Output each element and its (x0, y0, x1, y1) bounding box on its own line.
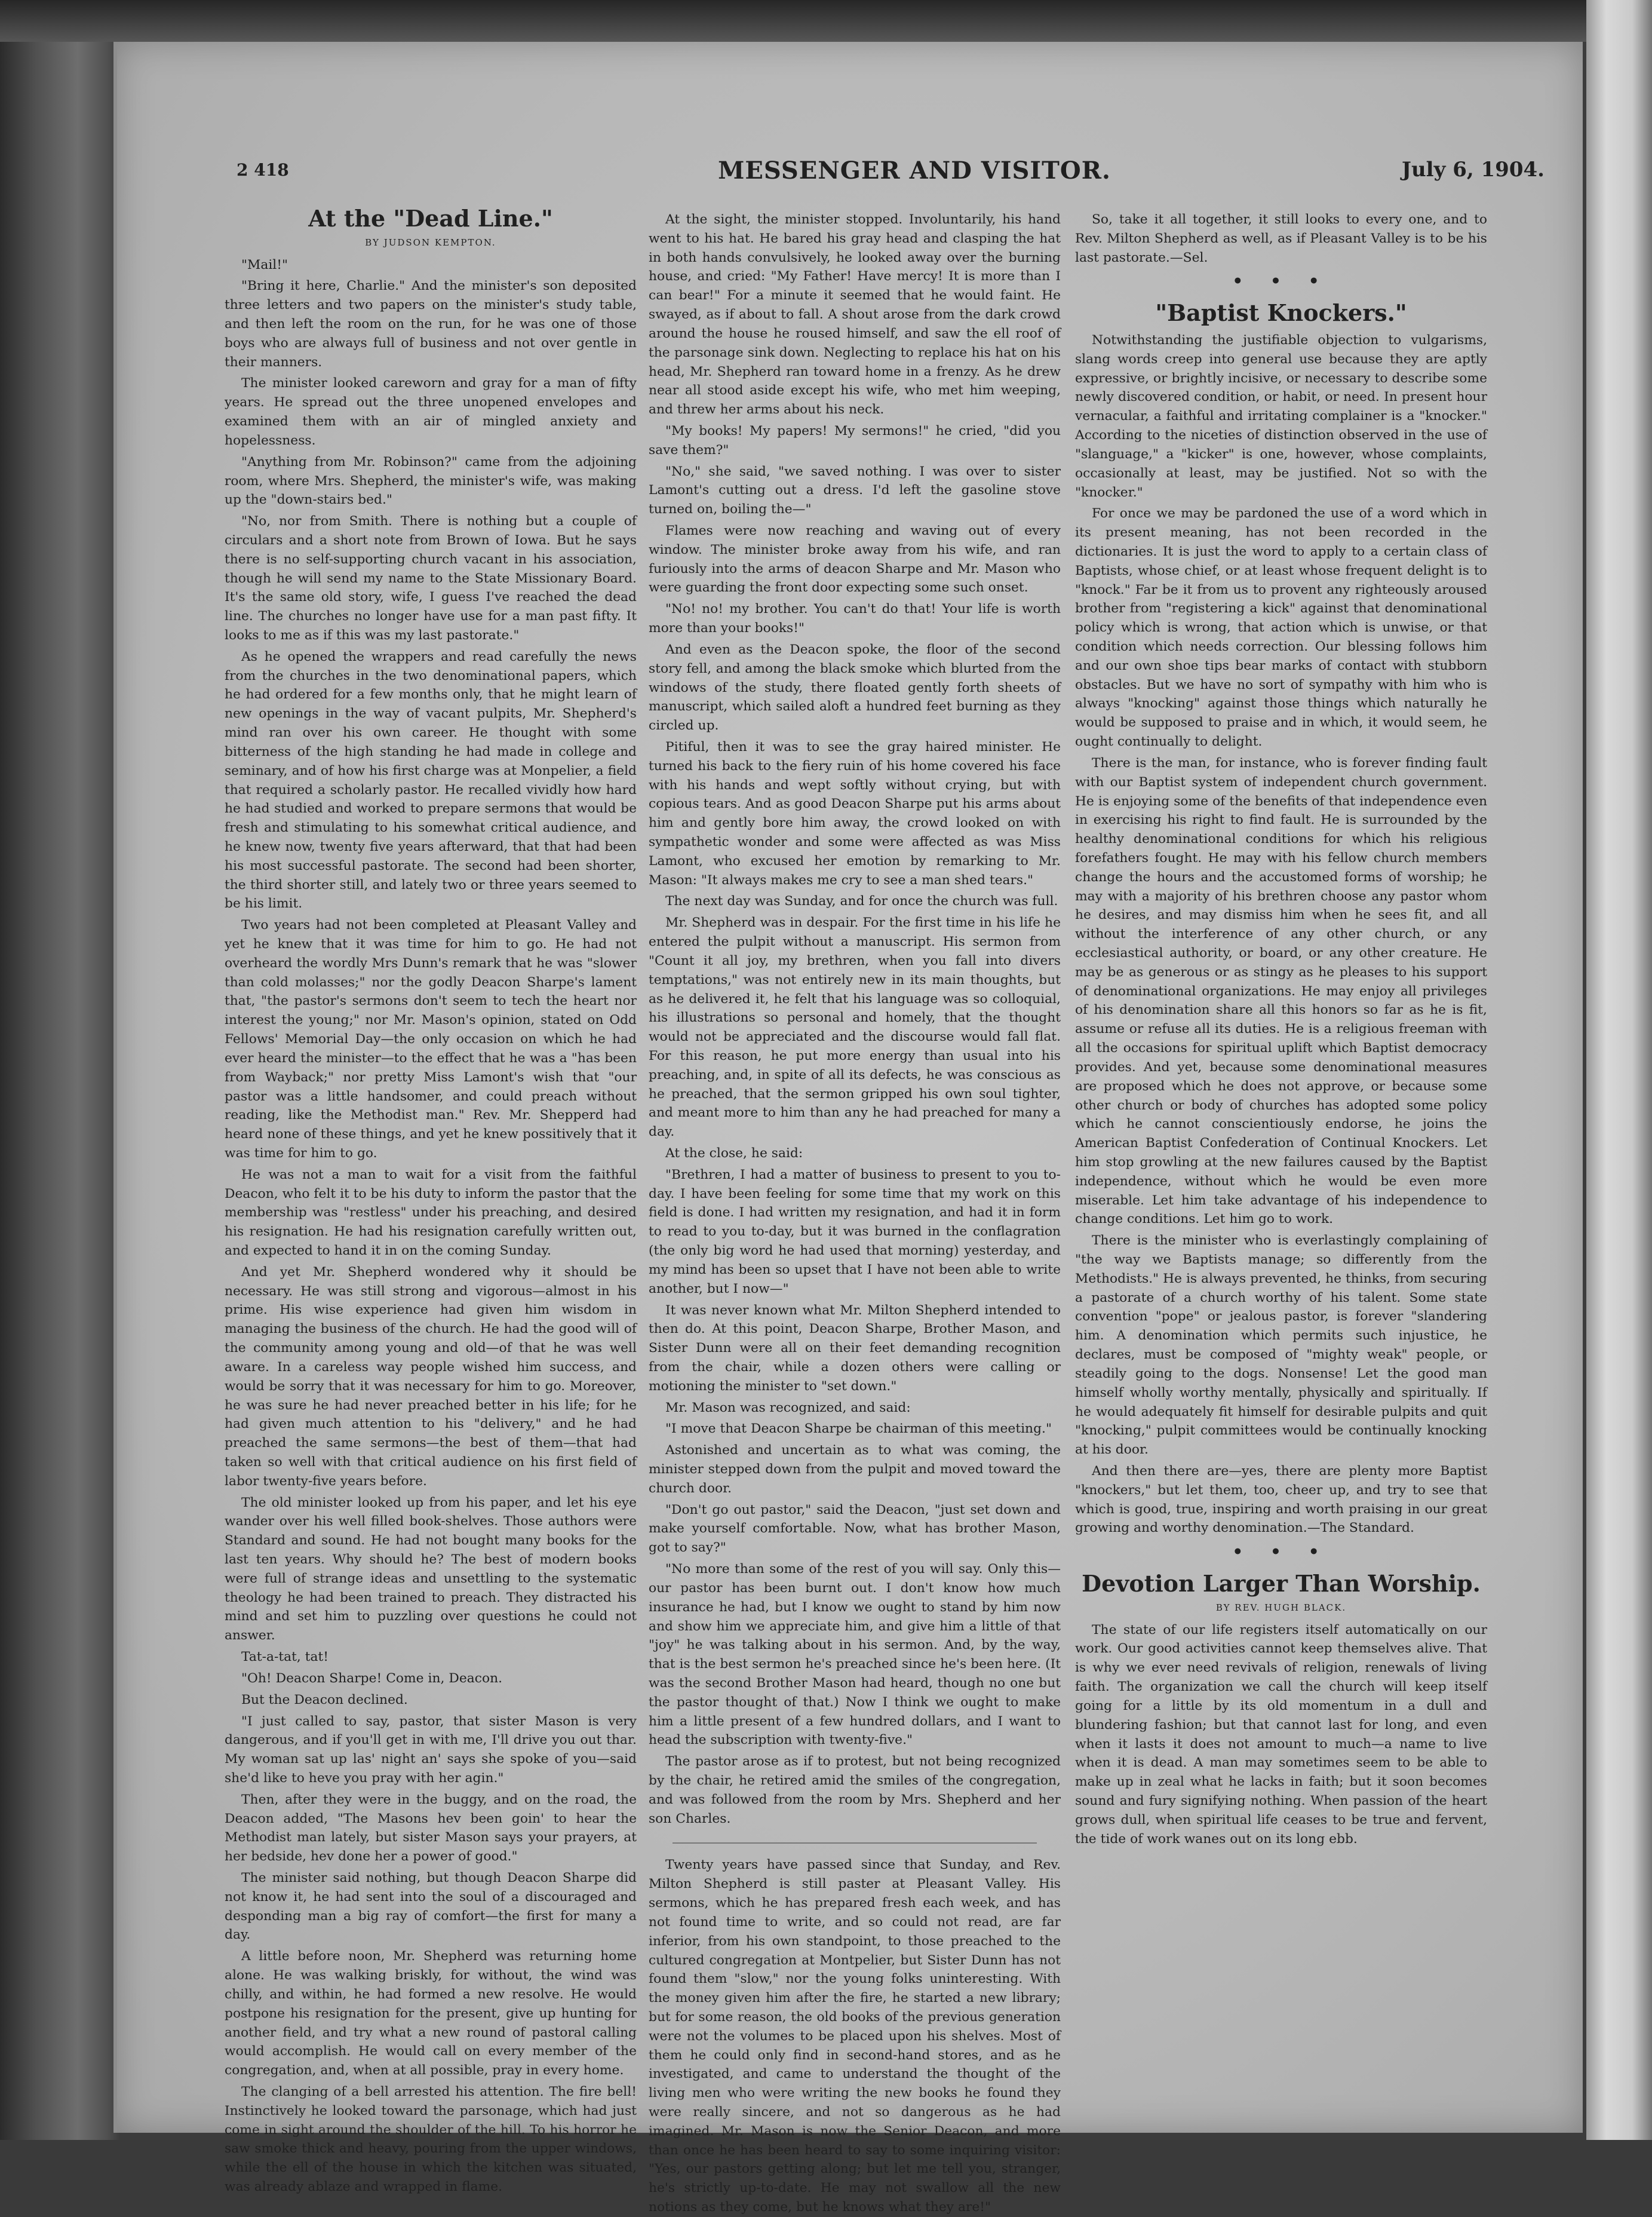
separator-dots: • • • (1232, 271, 1330, 292)
paragraph: As he opened the wrappers and read carefully the news from the churches in the two denominational papers, which he had ordered for a few months only, that he might learn of new openings in the way of vacant pulpits, Mr. Shepherd's mind ran over his own career. He thought with some bitterness of the high standing he had made in college and seminary, and of how his first charge was at Monpelier, a field that required a scholarly pastor. He recalled vividly how hard he had studied and worked to prepare sermons that would be fresh and stimulating to his somewhat critical audience, and he knew now, twenty five years afterward, that that had been his most successful pastorate. The second had been shorter, the third shorter still, and lately two or three years seemed to be his limit. (225, 649, 637, 912)
column-2 (649, 210, 1061, 2215)
section-divider (673, 1842, 1037, 1844)
paragraph: And yet Mr. Shepherd wondered why it should be necessary. He was still strong and vigorous—almost in his prime. His wise experience had given him wisdom in managing the business of the church. He had the good will of the community among young and old—of that he was well aware. In a careless way people wished him success, and would be sorry that it was necessary for him to go. Moreover, he was sure he had never preached better in his life; for he had given much attention to his "delivery," and he had preached the same sermons—the best of them—that had taken so well with that critical audience on his first field of labor twenty-five years before. (225, 1264, 637, 1489)
paragraph: And then there are—yes, there are plenty more Baptist "knockers," but let them, too, cheer up, and try to see that which is good, true, inspiring and worth praising in our great growing and worthy denomination.—The Standard. (1075, 1463, 1487, 1536)
paragraph: There is the man, for instance, who is forever finding fault with our Baptist system of independent church government. He is enjoying some of the benefits of that independence even in exercising his right to find fault. He is surrounded by the healthy denominational conditions for which his religious forefathers fought. He may with his fellow church members change the hours and the accustomed forms of worship; he may with a majority of his brethren choose any pastor whom he desires, and may dismiss him when he sees fit, and all without the interference of any other church, or any ecclesiastical authority, or board, or any other creature. He may be as generous or as stingy as he pleases to his support of denominational organizations. He may enjoy all privileges of his denomination share all this honors so far as he is fit, assume or refuse all its duties. He is a religious freeman with all the occasions for spiritual uplift which Baptist democracy provides. And yet, because some denominational measures are proposed which he does not approve, or because some other church or body of churches has adopted some policy which he cannot conscientiously endorse, he joins the American Baptist Confederation of Continual Knockers. Let him stop growling at the new failures caused by the Baptist independence, without which he would be even more miserable. Let him take advantage of his independence to change conditions. Let him go to work. (1075, 755, 1487, 1227)
paragraph: At the sight, the minister stopped. Involuntarily, his hand went to his hat. He bared his gray head and clasping the hat in both hands convulsively, he looked away over the burning house, and cried: "My Father! Have mercy! It is more than I can bear!" For a minute it seemed that he would faint. He swayed, as if about to fall. A shout arose from the dark crowd around the house he roused himself, and saw the ell roof of the parsonage sink down. Neglecting to replace his hat on his head, Mr. Shepherd ran toward home in a frenzy. As he drew near all stood aside except his wife, who met him weeping, and threw her arms about his neck. (649, 212, 1061, 418)
article-title-dead-line: At the "Dead Line." (308, 205, 553, 232)
paragraph: The state of our life registers itself automatically on our work. Our good activities cannot keep themselves alive. That is why we ever need revivals of religion, renewals of living faith. The organization we call the church will keep itself going for a little by its old momentum in a dull and blundering fashion; but that cannot last for long, and even when it lasts it does not amount to much—a name to live when it is dead. A man may sometimes seem to be able to make up in zeal what he lacks in faith; but it soon becomes sound and fury signifying nothing. When passion of the heart grows dull, when spiritual life ceases to be true and fervent, the tide of work wanes out on its long ebb. (1075, 1622, 1487, 1847)
paragraph: "Brethren, I had a matter of business to present to you to-day. I have been feeling for some time that my work on this field is done. I had written my resignation, and had it in form to read to you to-day, but it was burned in the conflagration (the only big word he had used that morning) yesterday, and my mind has been so upset that I have not been able to write another, but I now—" (649, 1167, 1061, 1296)
masthead: MESSENGER AND VISITOR. (718, 157, 1111, 185)
paragraph: Mr. Mason was recognized, and said: (665, 1400, 911, 1415)
paragraph: Pitiful, then it was to see the gray haired minister. He turned his back to the fiery ruin of his home covered his face with his hands and wept softly without crying, but with copious tears. And as good Deacon Sharpe put his arms about him and gently bore him away, the crowd looked on with sympathetic wonder and some were affected as was Miss Lamont, who excused her emotion by remarking to Mr. Mason: "It always makes me cry to see a man shed tears." (649, 739, 1061, 888)
paragraph: "I just called to say, pastor, that sister Mason is very dangerous, and if you'll get in with me, I'll drive you out thar. My woman sat up las' night an' says she spoke of you—said she'd like to heve you pray with her agin." (225, 1713, 637, 1786)
paragraph: Then, after they were in the buggy, and on the road, the Deacon added, "The Masons hev been goin' to hear the Methodist man lately, but sister Mason says your prayers, at her bedside, hev done her a power of good." (225, 1792, 637, 1865)
paragraph: Flames were now reaching and waving out of every window. The minister broke away from his wife, and ran furiously into the arms of deacon Sharpe and Mr. Mason who were guarding the front door expecting some such onset. (649, 523, 1061, 596)
article-title-devotion: Devotion Larger Than Worship. (1082, 1570, 1481, 1597)
paragraph: The clanging of a bell arrested his attention. The fire bell! Instinctively he looked toward the parsonage, which had just come in sight around the shoulder of the hill. To his horror he saw smoke thick and heavy, pouring from the upper windows, while the ell of the house in which the kitchen was situated, was already ablaze and wrapped in flame. (225, 2084, 637, 2195)
paragraph: "No! no! my brother. You can't do that! Your life is worth more than your books!" (649, 602, 1061, 636)
page-header (237, 114, 1592, 185)
adjacent-page-edge (1586, 0, 1652, 2140)
paragraph: "No," she said, "we saved nothing. I was over to sister Lamont's cutting out a dress. I'd left the gasoline stove turned on, boiling the—" (649, 464, 1061, 517)
paragraph: A little before noon, Mr. Shepherd was returning home alone. He was walking briskly, for without, the wind was chilly, and within, he had formed a new resolve. He would postpone his resignation for the present, give up hunting for another field, and try what a new round of pastoral calling would accomplish. He would call on every member of the congregation, and, when at all possible, pray in every home. (225, 1949, 637, 2078)
separator-dots: • • • (1232, 1542, 1330, 1562)
paragraph: Notwithstanding the justifiable objection to vulgarisms, slang words creep into general use because they are aptly expressive, or brightly incisive, or necessary to describe some newly discovered condition, or habit, or need. In present hour vernacular, a faithful and irritating complainer is a "knocker." According to the niceties of distinction observed in the use of "slanguage," a "kicker" is one, however, whose complaints, occasionally at least, may be justified. Not so with the "knocker." (1075, 333, 1487, 500)
paragraph: For once we may be pardoned the use of a word which in its present meaning, has not been recorded in the dictionaries. It is just the word to apply to a certain class of Baptists, whose chief, or at least whose frequent delight is to "knock." Far be it from us to provent any righteously aroused brother from "registering a kick" against that denominational policy which is wrong, that action which is unwise, or that condition which needs correction. Our blessing follows him and our own shoe tips bear marks of contact with stubborn obstacles. But we have no sort of sympathy with him who is always "knocking" against those things which naturally he would be supposed to praise and in which, it would seem, he ought continually to delight. (1075, 506, 1487, 750)
paragraph: "Oh! Deacon Sharpe! Come in, Deacon. (241, 1670, 503, 1686)
paragraph: The minister looked careworn and gray for a man of fifty years. He spread out the three unopened envelopes and examined them with an air of mingled anxiety and hopelessness. (225, 376, 637, 448)
paragraph: "No more than some of the rest of you will say. Only this—our pastor has been burnt out. I don't know how much insurance he had, but I know we ought to stand by him now and show him we appreciate him, and give him a little of that "joy" he was talking about in his sermon. And, by the way, that is the best sermon he's preached since he's been here. (It was the second Brother Mason had heard, though no one but the pastor thought of that.) Now I think we ought to make him a little present of a few hundred dollars, and I want to head the subscription with twenty-five." (649, 1562, 1061, 1748)
issue-date: July 6, 1904. (1401, 158, 1544, 182)
paragraph: The pastor arose as if to protest, but not being recognized by the chair, he retired amid the smiles of the congregation, and was followed from the room by Mrs. Shepherd and her son Charles. (649, 1754, 1061, 1826)
paragraph: Astonished and uncertain as to what was coming, the minister stepped down from the pulpit and moved toward the church door. (649, 1443, 1061, 1496)
paragraph: "My books! My papers! My sermons!" he cried, "did you save them?" (649, 423, 1061, 458)
article-byline-devotion: BY REV. HUGH BLACK. (1215, 1602, 1347, 1613)
scan-top-edge (0, 0, 1652, 42)
paragraph: Two years had not been completed at Pleasant Valley and yet he knew that it was time for him to go. He had not overheard the wordly Mrs Dunn's remark that he was "slower than cold molasses;" nor the godly Deacon Sharpe's lament that, "the pastor's sermons don't seem to tech the heart nor interest the young;" nor Mr. Mason's opinion, stated on Odd Fellows' Memorial Day—the only occasion on which he had ever heard the minister—to the effect that he was a "has been from Wayback;" nor pretty Miss Lamont's wish that "our pastor was a little handsomer, and could preach without reading, like the Methodist man." Rev. Mr. Shepperd had heard none of these things, and yet he knew possitively that it was time for him to go. (225, 918, 637, 1161)
paragraph: Tat-a-tat, tat! (241, 1649, 328, 1665)
paragraph: "Bring it here, Charlie." And the minister's son deposited three letters and two papers on the minister's study table, and then left the room on the run, for he was one of those boys who are always full of business and not over gentle in their manners. (225, 278, 637, 370)
paragraph: It was never known what Mr. Milton Shepherd intended to then do. At this point, Deacon Sharpe, Brother Mason, and Sister Dunn were all on their feet demanding recognition from the chair, while a dozen others were calling or motioning the minister to "set down." (649, 1302, 1061, 1394)
paragraph: But the Deacon declined. (241, 1692, 408, 1707)
article-title-baptist-knockers: "Baptist Knockers." (1155, 299, 1407, 327)
paragraph: There is the minister who is everlastingly complaining of "the way we Baptists manage; so differently from the Methodists." He is always prevented, he thinks, from securing a pastorate of a church worthy of his talent. Some state convention "pope" or jealous pastor, is forever "slandering him. A denomination which permits such injustice, he declares, must be composed of "mighty weak" people, or steadily going to the dogs. Nonsense! Let the good man himself wholly worthy mentally, physically and spiritually. If he would adequately fit himself for desirable pulpits and quit "knocking," pulpit committees would be continually knocking at his door. (1075, 1233, 1487, 1458)
paragraph: "Don't go out pastor," said the Deacon, "just set down and make yourself comfortable. Now, what has brother Mason, got to say?" (649, 1502, 1061, 1556)
newspaper-page (113, 42, 1583, 2215)
column-1 (225, 202, 637, 2195)
paragraph: So, take it all together, it still looks to every one, and to Rev. Milton Shepherd as well, as if Pleasant Valley is to be his last pastorate.—Sel. (1075, 212, 1487, 265)
paragraph: Mr. Shepherd was in despair. For the first time in his life he entered the pulpit without a manuscript. His sermon from "Count it all joy, my brethren, when you fall into divers temptations," was not entirely new in its main thoughts, but as he delivered it, he felt that his language was so colloquial, his illustrations so personal and homely, that the thought would not be appreciated and the discourse would fall flat. For this reason, he put more energy than usual into his preaching, and, in spite of all its defects, he was conscious as he preached, that the sermon gripped his own soul tighter, and meant more to him than any he had preached for many a day. (649, 915, 1061, 1140)
paragraph: And even as the Deacon spoke, the floor of the second story fell, and among the black smoke which blurted from the windows of the study, there floated gently forth sheets of manuscript, which sailed aloft a hundred feet burning as they circled up. (649, 642, 1061, 734)
paragraph: The old minister looked up from his paper, and let his eye wander over his well filled book-shelves. Those authors were Standard and sound. He had not bought many books for the last ten years. Why should he? The best of modern books were full of strange ideas and unsettling to the systematic theology he had been trained to preach. They distracted his mind and set him to puzzling over questions he could not answer. (225, 1495, 637, 1643)
paragraph: He was not a man to wait for a visit from the faithful Deacon, who felt it to be his duty to inform the pastor that the membership was "restless" under his preaching, and desired his resignation. He had his resignation carefully written out, and expected to hand it in on the coming Sunday. (225, 1167, 637, 1259)
paragraph: At the close, he said: (665, 1146, 803, 1161)
paragraph: "No, nor from Smith. There is nothing but a couple of circulars and a short note from Brown of Iowa. But he says there is no self-supporting church vacant in his association, though he will send my name to the State Missionary Board. It's the same old story, wife, I guess I've reached the dead line. The churches no longer have use for a man past fifty. It looks to me as if this was my last pastorate." (225, 514, 637, 643)
paragraph: "Mail!" (241, 257, 288, 272)
paragraph: Twenty years have passed since that Sunday, and Rev. Milton Shepherd is still paster at Pleasant Valley. His sermons, which he has prepared fresh each week, and has not found time to write, and so could not read, are far inferior, from his own standpoint, to those preached to the cultured congregation at Montpelier, but Sister Dunn has not found them "slow," nor the young folks uninteresting. With the money given him after the fire, he started a new library; but for some reason, the old books of the previous generation were not the volumes to be placed upon his shelves. Most of them he could only find in second-hand stores, and as he investigated, and came to understand the thought of the living men who were writing the new books he found they were really sincere, and not so dangerous as he had imagined. Mr. Mason is now the Senior Deacon, and more than once he has been heard to say to some inquiring visitor: "Yes, our pastors getting along; but let me tell you, stranger, he's strictly up-to-date. He may not swallow all the new notions as they come, but he knows what they are!" (649, 1857, 1061, 2215)
article-byline-dead-line: BY JUDSON KEMPTON. (365, 237, 496, 248)
paragraph: "I move that Deacon Sharpe be chairman of this meeting." (665, 1421, 1052, 1437)
paragraph: The minister said nothing, but though Deacon Sharpe did not know it, he had sent into the soul of a discouraged and desponding man a big ray of comfort—the first for many a day. (225, 1871, 637, 1943)
column-3 (1075, 210, 1487, 2170)
page-number: 2 418 (237, 160, 289, 180)
paragraph: The next day was Sunday, and for once the church was full. (665, 894, 1058, 909)
paragraph: "Anything from Mr. Robinson?" came from the adjoining room, where Mrs. Shepherd, the minister's wife, was making up the "down-stairs bed." (225, 454, 637, 508)
